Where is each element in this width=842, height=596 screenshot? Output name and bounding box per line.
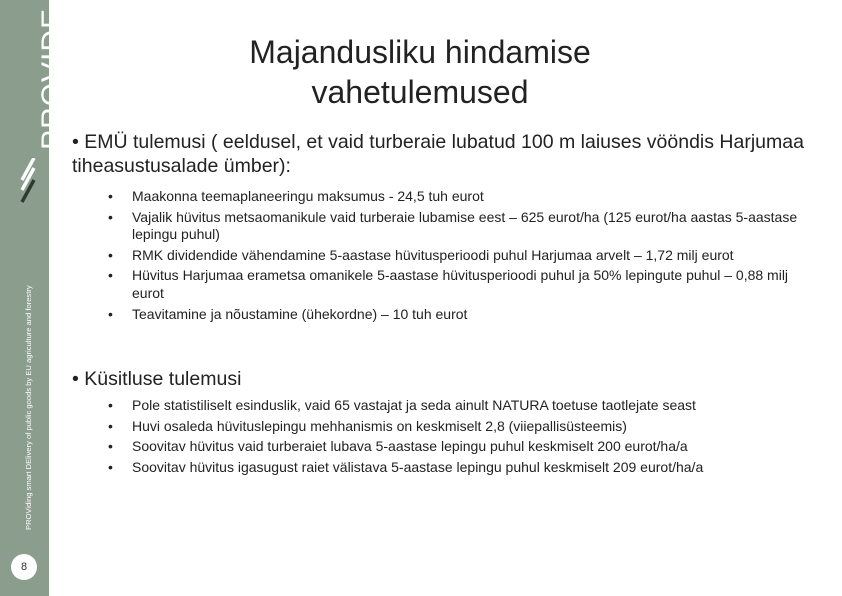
- emu-results-list: [108, 188, 808, 326]
- sidebar: [0, 0, 69, 596]
- list-item-text: Soovitav hüvitus igasugust raiet välistava 5-aastase lepingu puhul keskmiselt 209 eurot/ha/a: [132, 458, 704, 475]
- bullet-icon: •: [108, 246, 113, 263]
- slide-title-line: Majandusliku hindamise: [249, 34, 591, 70]
- list-item: [108, 418, 808, 436]
- list-item: [108, 267, 808, 302]
- bullet-icon: •: [108, 267, 113, 284]
- bullet-icon: •: [108, 438, 113, 455]
- list-item: [108, 397, 808, 415]
- list-item-text: Huvi osaleda hüvituslepingu mehhanismis on keskmiselt 2,8 (viiepallisüsteemis): [132, 417, 627, 434]
- list-item: [108, 459, 808, 477]
- list-item-text: Maakonna teemaplaneeringu maksumus - 24,5 tuh eurot: [132, 188, 484, 204]
- provide-logo-icon: [18, 158, 38, 204]
- list-item: [108, 247, 808, 265]
- list-item-text: Hüvitus Harjumaa erametsa omanikele 5-aastase hüvitusperioodi puhul ja 50% lepingute puhul – 0,88 milj eurot: [132, 267, 789, 301]
- page-number: 8: [11, 554, 37, 580]
- list-item-text: Soovitav hüvitus vaid turberaiet lubava 5-aastase lepingu puhul keskmiselt 200 eurot/ha/a: [132, 438, 688, 455]
- slide-title-line: vahetulemused: [311, 74, 529, 110]
- list-item-text: Vajalik hüvitus metsaomanikule vaid turberaie lubamise eest – 625 eurot/ha (125 eurot/ha aastas 5-aastase lepingu puhul): [132, 208, 798, 243]
- bullet-icon: •: [108, 305, 113, 322]
- list-item-text: Teavitamine ja nõustamine (ühekordne) – 10 tuh eurot: [132, 305, 468, 322]
- list-item: [108, 188, 808, 206]
- list-item: [108, 438, 808, 456]
- slide-title: [180, 32, 660, 112]
- bullet-icon: •: [108, 417, 113, 434]
- section-heading-emu: • EMÜ tulemusi ( eeldusel, et vaid turberaie lubatud 100 m laiuses vööndis Harjumaa tiheasustusalade ümber):: [72, 131, 804, 177]
- survey-results-list: [108, 397, 808, 479]
- list-item-text: Pole statistiliselt esinduslik, vaid 65 vastajat ja seda ainult NATURA toetuse taotlejate seast: [132, 397, 696, 413]
- list-item: [108, 306, 808, 324]
- list-item-text: RMK dividendide vähendamine 5-aastase hüvitusperioodi puhul Harjumaa arvelt – 1,72 milj eurot: [132, 246, 734, 263]
- bullet-icon: •: [108, 397, 113, 413]
- section-heading-survey: • Küsitluse tulemusi: [72, 368, 242, 390]
- bullet-icon: •: [108, 188, 113, 204]
- provide-logo-text: PROVIDE: [36, 7, 69, 150]
- sidebar-tagline: PROViding smart DElivery of public goods by EU agriculture and forestry: [24, 285, 33, 530]
- bullet-icon: •: [108, 458, 113, 475]
- list-item: [108, 209, 808, 244]
- bullet-icon: •: [108, 208, 113, 225]
